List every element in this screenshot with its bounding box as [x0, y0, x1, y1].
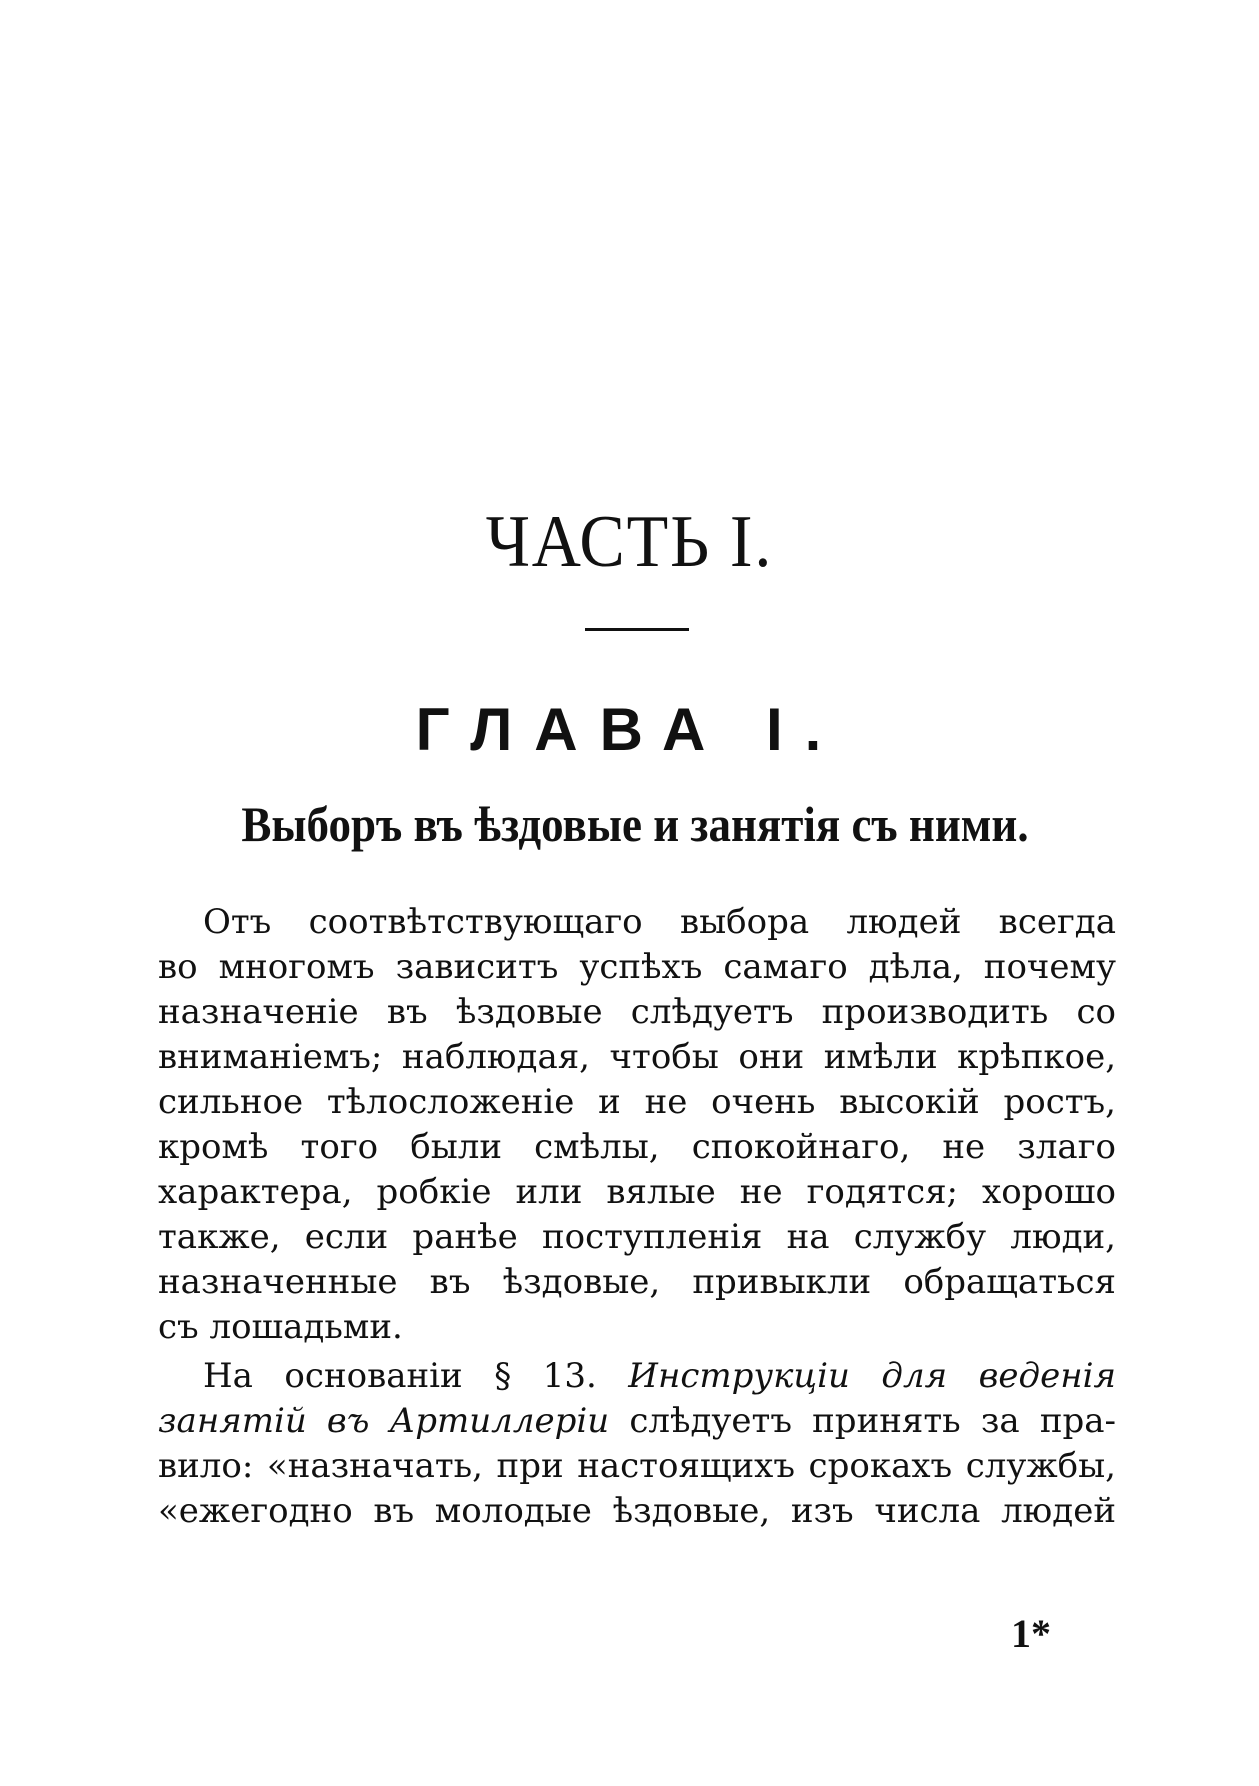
text-line: сильное тѣлосложеніе и не очень высокій ростъ,	[158, 1082, 1116, 1122]
part-title: ЧАСТЬ I.	[485, 501, 774, 583]
text-line: кромѣ того были смѣлы, спокойнаго, не злаго	[158, 1127, 1116, 1167]
paragraph-1	[158, 900, 1116, 1350]
italic-fragment: занятій въ Артиллеріи	[158, 1401, 610, 1441]
text-line: вило: «назначать, при настоящихъ срокахъ службы,	[158, 1446, 1116, 1486]
text-line: «ежегодно въ молодые ѣздовые, изъ числа людей	[158, 1491, 1116, 1531]
text-line: характера, робкіе или вялые не годятся; хорошо	[158, 1172, 1116, 1212]
text-fragment: слѣдуетъ принять за пра-	[629, 1401, 1117, 1441]
text-line: во многомъ зависитъ успѣхъ самаго дѣла, почему	[158, 947, 1116, 987]
paragraph-2	[158, 1354, 1116, 1534]
chapter-subtitle: Выборъ въ ѣздовые и занятія съ ними.	[241, 796, 1029, 852]
title-divider	[585, 628, 689, 631]
text-line	[158, 1354, 1116, 1399]
text-line: съ лошадьми.	[158, 1307, 403, 1347]
text-line: также, если ранѣе поступленія на службу люди,	[158, 1217, 1116, 1257]
text-fragment: На основаніи § 13.	[203, 1356, 597, 1396]
body-text	[158, 900, 1116, 1534]
italic-fragment: Инструкціи для веденія	[628, 1356, 1116, 1396]
text-line: вниманіемъ; наблюдая, чтобы они имѣли крѣпкое,	[158, 1037, 1116, 1077]
page-signature-mark: 1*	[1011, 1611, 1051, 1656]
text-line	[158, 1399, 1116, 1444]
text-line: назначеніе въ ѣздовые слѣдуетъ производить со	[158, 992, 1116, 1032]
text-line: Отъ соотвѣтствующаго выбора людей всегда	[203, 902, 1116, 942]
text-line: назначенные въ ѣздовые, привыкли обращаться	[158, 1262, 1116, 1302]
chapter-title: ГЛАВА I.	[415, 696, 844, 763]
